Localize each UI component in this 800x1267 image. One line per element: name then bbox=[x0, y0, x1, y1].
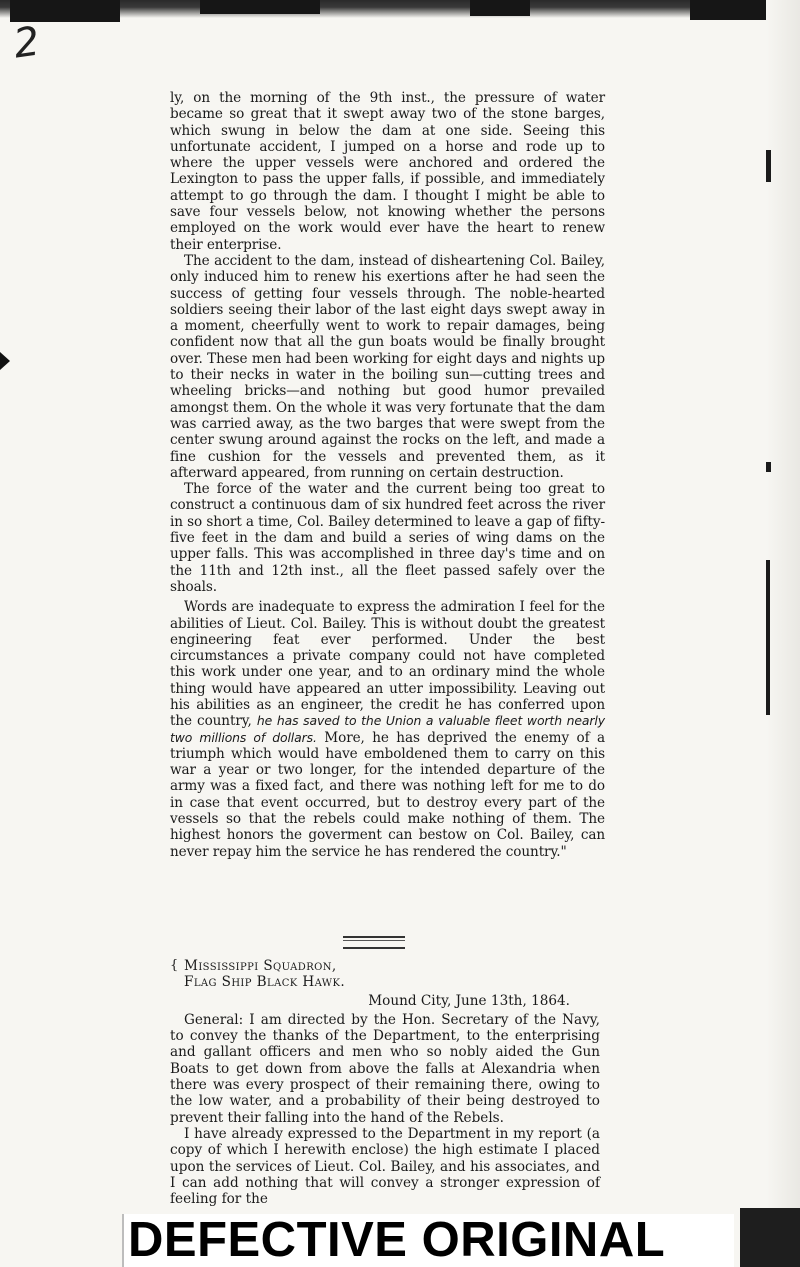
scan-top-edge bbox=[0, 0, 800, 18]
brace-icon: { bbox=[170, 958, 179, 973]
article-text: Words are inadequate to express the admiration I feel for the abilities of Lieut. Col. Bailey. This is without doubt the greatest engineering feat ever performed. Under the best circumstances a private company could not have completed this work under one year, and to an ordinary mind the whole thing would have appeared an utter impossibility. Leaving out his abilities as an engineer, the credit he has conferred upon the country, bbox=[170, 599, 605, 730]
scan-edge-shadow bbox=[200, 0, 320, 14]
squadron-line: Mississippi Squadron, bbox=[184, 958, 337, 974]
article-body bbox=[170, 90, 605, 860]
scan-edge-shadow bbox=[470, 0, 530, 16]
letter-paragraph: I have already expressed to the Department in my report (a copy of which I herewith enclose) the high estimate I placed upon the services of Lieut. Col. Bailey, and his associates, and I can add nothing that will convey a stronger expression of feeling for the bbox=[170, 1125, 600, 1208]
left-margin-arrow-icon bbox=[0, 352, 10, 370]
letter bbox=[170, 958, 600, 1207]
italic-phrase: he has saved to the Union a valuable fleet worth nearly two millions of dollars. bbox=[170, 713, 605, 745]
article-text: More, he has deprived the enemy of a triumph which would have emboldened them to carry on this war a year or two longer, for the intended departure of the army was a fixed fact, and there was nothing left for me to do in case that event occurred, but to destroy every part of the vessels so that the rebels could make nothing of them. The highest honors the goverment can bestow on Col. Bailey, can never repay him the service he has rendered the country." bbox=[170, 729, 605, 860]
flagship-line: Flag Ship Black Hawk. bbox=[184, 974, 346, 991]
scan-mark bbox=[766, 150, 771, 182]
page-number: 2 bbox=[10, 18, 43, 68]
letter-header bbox=[170, 958, 600, 991]
article-paragraph: The force of the water and the current being too great to construct a continuous dam of six hundred feet across the river in so short a time, Col. Bailey determined to leave a gap of fifty-five feet in the dam and build a series of wing dams on the upper falls. This was accomplished in three day's time and on the 11th and 12th inst., all the fleet passed safely over the shoals. bbox=[170, 481, 605, 595]
section-divider bbox=[343, 936, 405, 949]
scan-mark bbox=[766, 462, 771, 472]
letter-paragraph: General: I am directed by the Hon. Secretary of the Navy, to convey the thanks of the Department, to the enterprising and gallant officers and men who so nobly aided the Gun Boats to get down from above the falls at Alexandria when there was every prospect of their remaining there, owing to the low water, and a probability of their being destroyed to prevent their falling into the hand of the Rebels. bbox=[170, 1011, 600, 1126]
scan-corner-shadow bbox=[740, 1208, 800, 1267]
dateline: Mound City, June 13th, 1864. bbox=[368, 992, 570, 1009]
article-paragraph bbox=[170, 599, 605, 860]
scan-right-edge bbox=[766, 0, 800, 1220]
article-paragraph: The accident to the dam, instead of disheartening Col. Bailey, only induced him to renew his exertions after he had seen the success of getting four vessels through. The noble-hearted soldiers seeing their labor of the last eight days swept away in a moment, cheerfully went to work to repair damages, being confident now that all the gun boats would be finally brought over. These men had been working for eight days and nights up to their necks in water in the boiling sun—cutting trees and wheeling bricks—and nothing but good humor prevailed amongst them. On the whole it was very fortunate that the dam was carried away, as the two barges that were swept from the center swung around against the rocks on the left, and made a fine cushion for the vessels and prevented them, as it afterward appeared, from running on certain destruction. bbox=[170, 252, 605, 481]
defective-original-stamp: DEFECTIVE ORIGINAL bbox=[128, 1213, 666, 1267]
scan-mark bbox=[766, 560, 770, 715]
article-paragraph: ly, on the morning of the 9th inst., the pressure of water became so great that it swept away two of the stone barges, which swung in below the dam at one side. Seeing this unfortunate accident, I jumped on a horse and rode up to where the upper vessels were anchored and ordered the Lexington to pass the upper falls, if possible, and immediately attempt to go through the dam. I thought I might be able to save four vessels below, not knowing whether the persons employed on the work would ever have the heart to renew their enterprise. bbox=[170, 90, 605, 253]
